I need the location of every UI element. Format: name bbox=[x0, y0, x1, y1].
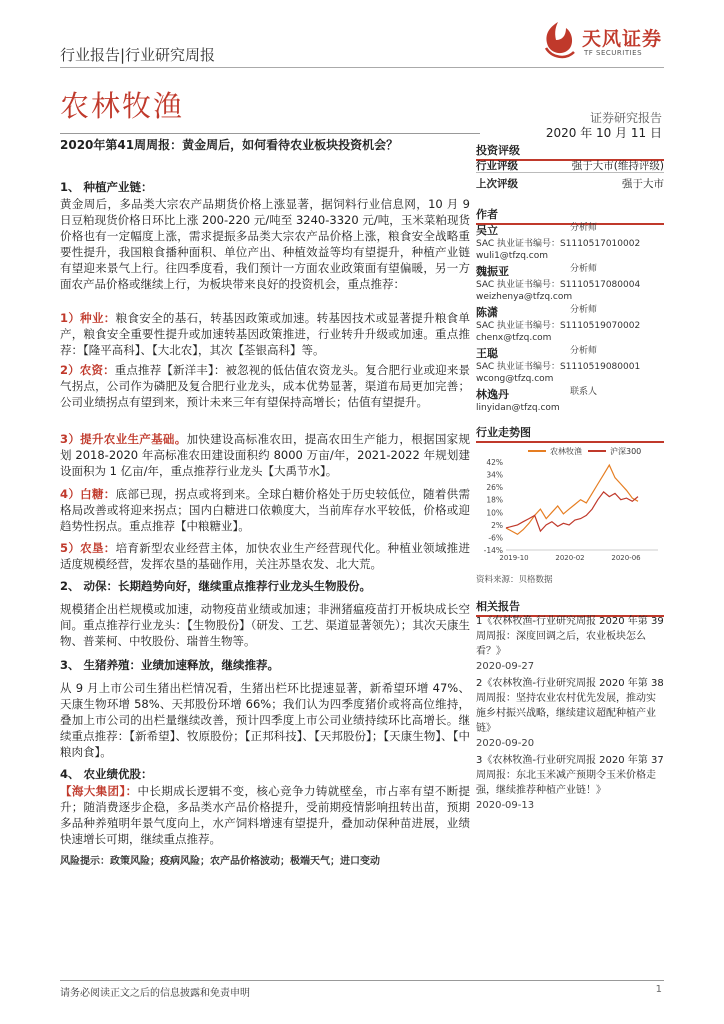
author-cert: SAC 执业证书编号：S1110519070002 bbox=[476, 321, 641, 331]
author-entry bbox=[476, 345, 664, 386]
author-entry bbox=[476, 222, 664, 263]
footer-divider bbox=[60, 980, 664, 981]
author-email[interactable]: wuli1@tfzq.com bbox=[476, 251, 549, 261]
prev-rating-label: 上次评级 bbox=[476, 178, 518, 190]
prev-rating-row bbox=[476, 176, 664, 191]
y-tick-label: 42% bbox=[486, 458, 503, 467]
authors-section-title: 作者 bbox=[476, 206, 664, 225]
para-lead: 3）提升农业生产基础。 bbox=[60, 432, 187, 446]
section-heading: 1、 种植产业链： bbox=[60, 180, 153, 194]
paragraph bbox=[60, 362, 470, 410]
para-lead: 【海大集团】： bbox=[60, 784, 138, 798]
related-report-title[interactable]: 1《农林牧渔-行业研究周报 2020 年第 39 周周报：深度回调之后，农业板块怎么看？》 bbox=[476, 616, 664, 657]
author-email[interactable]: chenx@tfzq.com bbox=[476, 333, 552, 343]
industry-trend-chart bbox=[476, 442, 664, 568]
author-entry bbox=[476, 263, 664, 304]
industry-title: 农林牧渔 bbox=[60, 89, 185, 123]
author-name: 魏振亚 bbox=[476, 265, 509, 278]
header-divider bbox=[60, 67, 664, 68]
author-name: 陈潇 bbox=[476, 306, 498, 319]
y-tick-label: -6% bbox=[488, 533, 503, 543]
legend-label-hs300: 沪深300 bbox=[610, 447, 642, 456]
para-text: 粮食安全的基石，转基因政策或加速。转基因技术或显著提升粮食单产，粮食安全重要性提升或加速转基因政策推进，行业转升升级或加速。重点推荐：【隆平高科】、【大北农】，其次【荃银高科】等。 bbox=[60, 311, 470, 357]
y-tick-label: 18% bbox=[486, 495, 503, 505]
paragraph: 黄金周后，多品类大宗农产品期货价格上涨显著，据饲料行业信息网，10 月 9 日豆粕现货价格日环比上涨 200-220 元/吨至 3240-3320 元/吨，玉米菜粕现货价格也有一定幅度上涨，需求提振多品类大宗农产品价格上涨，粮食安全战略重要性提升，我国粮食播种面积、单位产出、种植效益等均有望提升，种植产业链有望迎来景气上行。往四季度看，我们预计一方面农业政策面有望偏暖，另一方面农产品价格或继续上行，为板块带来良好的投资机会，重点推荐： bbox=[60, 197, 470, 291]
legend-label-agri: 农林牧渔 bbox=[550, 447, 582, 456]
report-type: 行业报告|行业研究周报 bbox=[60, 46, 216, 64]
paragraph: 规模猪企出栏规模或加速，动物疫苗业绩或加速；非洲猪瘟疫苗打开板块成长空间。重点推荐行业龙头：【生物股份】（研发、工艺、渠道显著领先）；其次天康生物、普莱柯、中牧股份、瑞普生物等。 bbox=[60, 602, 470, 648]
paragraph bbox=[60, 540, 470, 572]
page-number: 1 bbox=[655, 984, 662, 995]
section-heading: 3、 生猪养殖：业绩加速释放，继续推荐。 bbox=[60, 658, 280, 672]
author-role: 分析师 bbox=[570, 264, 598, 274]
rating-section-title: 投资评级 bbox=[476, 142, 664, 161]
industry-rating-row bbox=[476, 158, 664, 173]
related-report[interactable] bbox=[476, 614, 664, 674]
para-text: 加快建设高标准农田，提高农田生产能力，根据国家规划 2018-2020 年高标准农田建设面积约 8000 万亩/年，2021-2022 年规划建设面积为 1 亿亩/年，重点推荐行业龙头【大禹节水】。 bbox=[60, 432, 470, 478]
author-role: 分析师 bbox=[570, 305, 598, 315]
para-text: 中长期成长逻辑不变，核心竞争力铸就壁垒，市占率有望不断提升；随消费逐步企稳，多品类水产品价格提升，受前期疫情影响扭转出苗，预期多品种养殖明年景气度向上，水产饲料增速有望提升，叠加动保种苗进展，业绩快速增长可期，继续重点推荐。 bbox=[60, 784, 471, 846]
series-line-hs300 bbox=[506, 492, 638, 531]
logo-name: 天风证券 bbox=[582, 28, 663, 50]
related-report[interactable] bbox=[476, 753, 664, 813]
author-entry bbox=[476, 386, 664, 416]
x-tick-label: 2020-06 bbox=[611, 554, 641, 562]
paragraph: 从 9 月上市公司生猪出栏情况看，生猪出栏环比提速显著，新希望环增 47%、天康生物环增 58%、天邦股份环增 66%；我们认为四季度猪价或将高位维持，叠加上市公司的出栏量继续改善，预计四季度上市公司业绩持续环比高增长。继续重点推荐：【新希望】、牧原股份；【正邦科技】、【天邦股份】；【天康生物】、【中粮肉食】。 bbox=[60, 681, 470, 759]
trend-section-title: 行业走势图 bbox=[476, 424, 664, 443]
y-tick-label: 26% bbox=[486, 483, 503, 493]
para-text: 培育新型农业经营主体，加快农业生产经营现代化。种植业领域推进适度规模经营，发挥农垦的基础作用，关注苏垦农发、北大荒。 bbox=[60, 541, 470, 571]
section-heading: 4、 农业绩优股： bbox=[60, 767, 153, 781]
report-kind: 证券研究报告 bbox=[589, 111, 662, 125]
paragraph bbox=[60, 431, 470, 479]
author-name: 王聪 bbox=[476, 347, 498, 360]
para-text: 底部已现，拐点或将到来。全球白糖价格处于历史较低位，随着供需格局改善或将迎来拐点；国内白糖进口依赖度大，当前库存水平较低，价格或迎趋势性拐点。重点推荐【中粮糖业】。 bbox=[60, 487, 470, 533]
related-report-date: 2020-09-27 bbox=[476, 661, 535, 672]
related-report[interactable] bbox=[476, 676, 664, 751]
y-tick-label: 34% bbox=[486, 470, 503, 480]
industry-rating-value: 强于大市(维持评级) bbox=[571, 160, 664, 172]
author-name: 吴立 bbox=[476, 224, 498, 237]
section-heading: 2、 动保：长期趋势向好，继续重点推荐行业龙头生物股份。 bbox=[60, 579, 372, 593]
author-role: 分析师 bbox=[570, 346, 598, 356]
report-date: 2020 年 10 月 11 日 bbox=[545, 126, 662, 140]
author-entry bbox=[476, 304, 664, 345]
related-section-title: 相关报告 bbox=[476, 598, 664, 617]
paragraph bbox=[60, 310, 470, 358]
para-lead: 5）农垦： bbox=[60, 541, 116, 555]
author-name: 林逸丹 bbox=[476, 388, 509, 401]
para-lead: 2）农资： bbox=[60, 363, 115, 377]
x-tick-label: 2019-10 bbox=[499, 554, 529, 562]
rating-divider bbox=[476, 172, 664, 173]
y-tick-label: 10% bbox=[486, 508, 503, 518]
prev-rating-value: 强于大市 bbox=[622, 178, 664, 190]
risk-warning: 风险提示：政策风险；疫病风险；农产品价格波动；极端天气；进口变动 bbox=[60, 856, 380, 867]
related-report-title[interactable]: 2《农林牧渔-行业研究周报 2020 年第 38 周周报：坚持农业农村优先发展，推动实施乡村振兴战略，继续建议超配种植产业链》 bbox=[476, 678, 664, 734]
author-cert: SAC 执业证书编号：S1110517010002 bbox=[476, 239, 641, 249]
related-report-date: 2020-09-13 bbox=[476, 800, 535, 811]
series-line-agri bbox=[506, 465, 638, 534]
related-report-title[interactable]: 3《农林牧渔-行业研究周报 2020 年第 37 周周报：东北玉米减产预期令玉米价格走强，继续推荐种植产业链！》 bbox=[476, 755, 664, 796]
author-email[interactable]: wcong@tfzq.com bbox=[476, 374, 554, 384]
author-cert: SAC 执业证书编号：S1110519080001 bbox=[476, 362, 641, 372]
logo-sub: TF SECURITIES bbox=[584, 49, 643, 57]
title-divider bbox=[60, 133, 480, 134]
para-lead: 1）种业： bbox=[60, 311, 116, 325]
report-title: 2020年第41周周报：黄金周后，如何看待农业板块投资机会？ bbox=[60, 138, 399, 152]
related-report-date: 2020-09-20 bbox=[476, 738, 535, 749]
author-role: 分析师 bbox=[570, 223, 598, 233]
logo-icon bbox=[536, 18, 580, 62]
related-report-list bbox=[476, 614, 664, 813]
industry-rating-label: 行业评级 bbox=[476, 160, 518, 172]
footer-disclaimer[interactable]: 请务必阅读正文之后的信息披露和免责申明 bbox=[60, 988, 250, 999]
para-lead: 4）白糖： bbox=[60, 487, 116, 501]
paragraph bbox=[60, 486, 470, 534]
author-role: 联系人 bbox=[570, 387, 598, 397]
paragraph bbox=[60, 783, 470, 847]
author-email[interactable]: weizhenya@tfzq.com bbox=[476, 292, 573, 302]
author-block bbox=[476, 222, 664, 416]
y-tick-label: 2% bbox=[491, 520, 503, 530]
para-text: 重点推荐【新洋丰】：被忽视的低估值农资龙头。复合肥行业或迎来景气拐点，公司作为磷肥及复合肥行业龙头，成本优势显著，渠道布局更加完善；公司业绩拐点有望到来，预计未来三年有望保持高增长；估值有望提升。 bbox=[60, 363, 470, 409]
x-tick-label: 2020-02 bbox=[555, 554, 585, 562]
author-email[interactable]: linyidan@tfzq.com bbox=[476, 403, 560, 413]
author-cert: SAC 执业证书编号：S1110517080004 bbox=[476, 280, 641, 290]
y-tick-label: -14% bbox=[483, 546, 503, 555]
chart-source: 资料来源：贝格数据 bbox=[476, 575, 553, 585]
